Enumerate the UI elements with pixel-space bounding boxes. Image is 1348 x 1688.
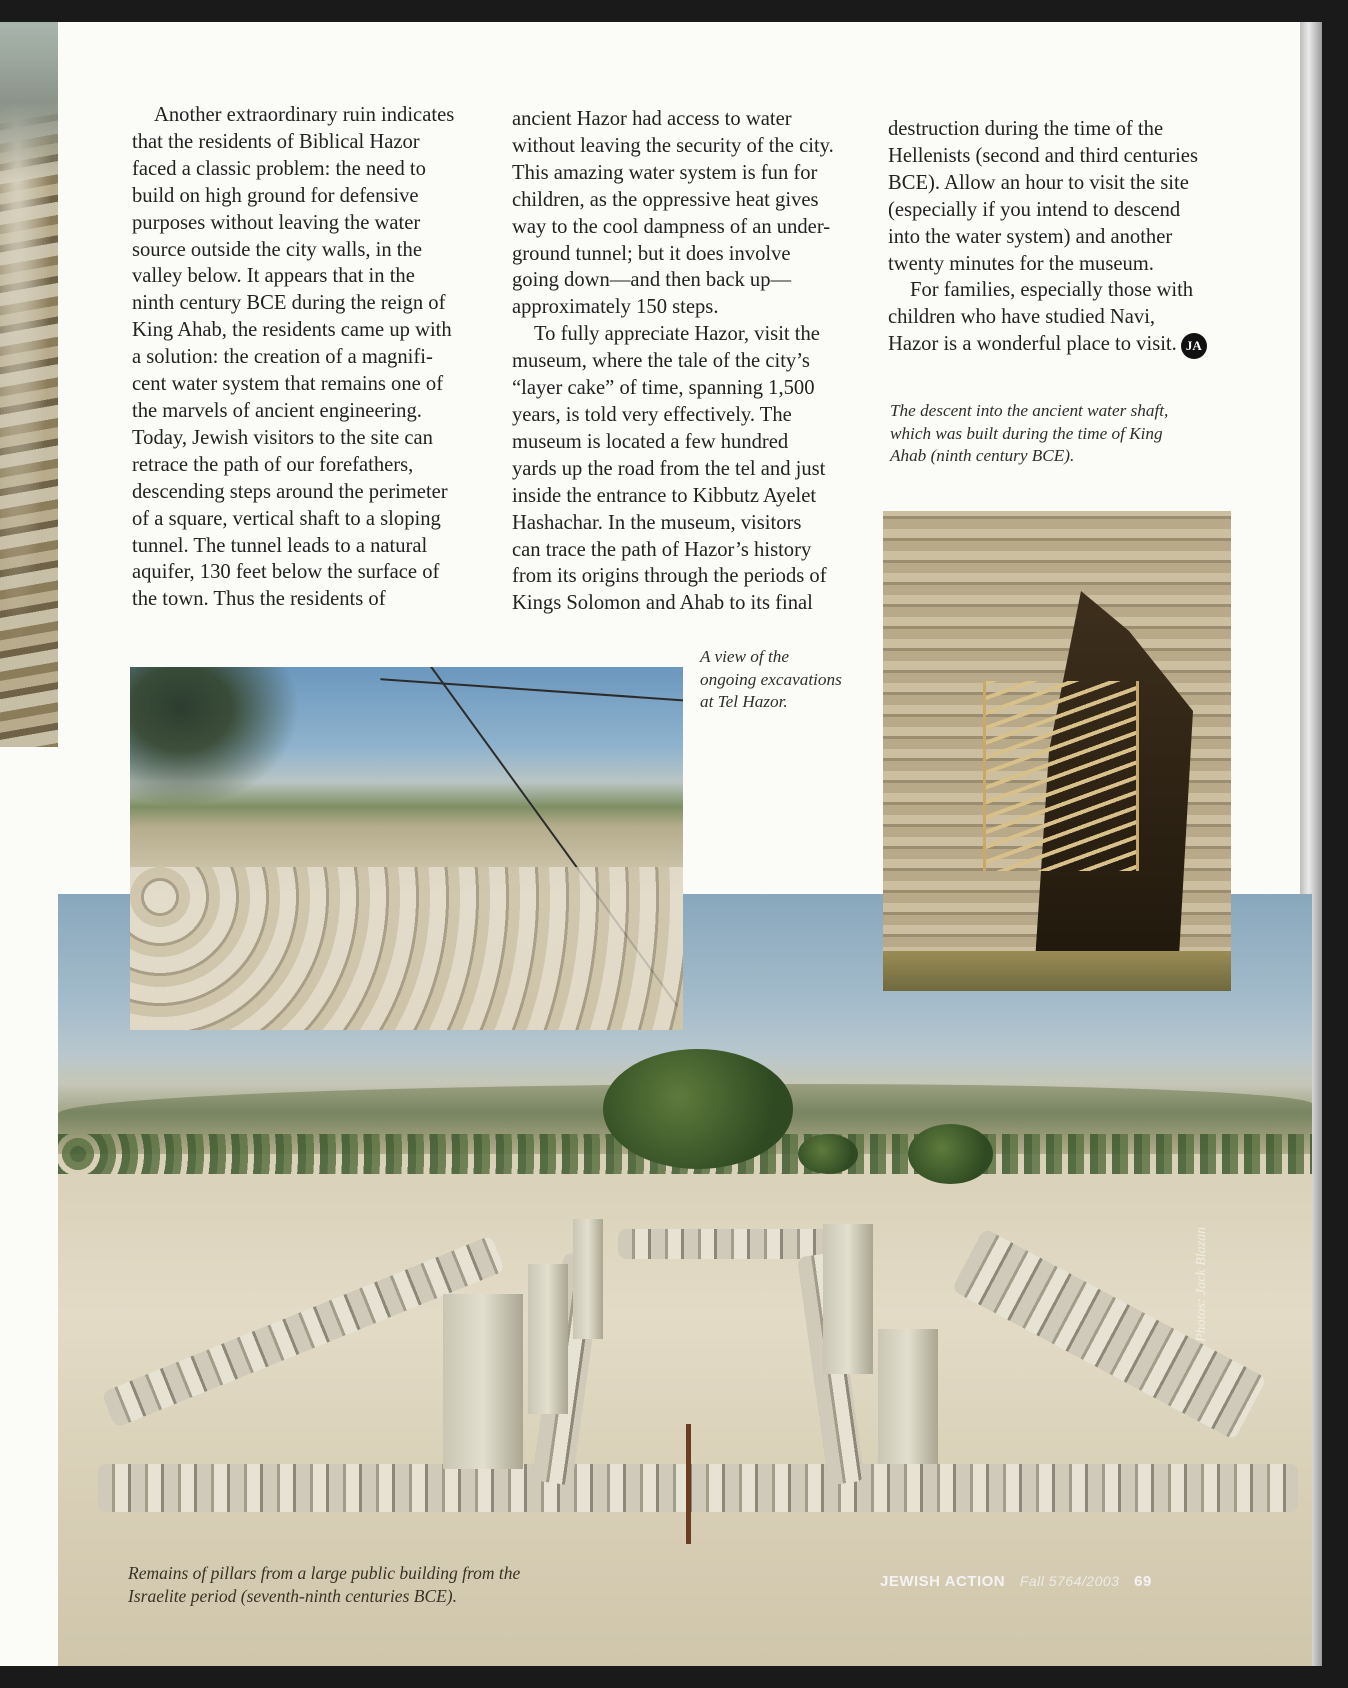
stone-pillar <box>878 1329 938 1464</box>
text-line: inside the entrance to Kibbutz Ayelet <box>512 484 817 507</box>
text-line: build on high ground for defensive <box>132 184 419 207</box>
article-column-3 <box>888 116 1248 359</box>
tree <box>908 1124 993 1184</box>
caption-excavations <box>700 646 880 714</box>
text-line: Hashachar. In the museum, visitors <box>512 511 802 534</box>
caption-water-shaft <box>890 400 1230 468</box>
spiral-stairs <box>983 681 1139 871</box>
caption-line: Ahab (ninth century BCE). <box>890 446 1075 465</box>
stone-pillar <box>823 1224 873 1374</box>
text-line: children, as the oppressive heat gives <box>512 188 819 211</box>
stone-pillar <box>443 1294 523 1469</box>
page-footer <box>880 1573 1152 1590</box>
text-line: ground tunnel; but it does involve <box>512 242 791 265</box>
text-line: BCE). Allow an hour to visit the site <box>888 171 1189 194</box>
caption-pillars <box>128 1562 748 1607</box>
text-line: that the residents of Biblical Hazor <box>132 130 420 153</box>
text-line: without leaving the security of the city. <box>512 134 834 157</box>
marker-pole <box>686 1424 691 1544</box>
text-line: valley below. It appears that in the <box>132 265 415 288</box>
text-line: ancient Hazor had access to water <box>512 108 792 130</box>
text-line: descending steps around the perimeter <box>132 480 448 503</box>
photo-credit: Photos: Jack Blazan <box>1194 1226 1209 1342</box>
article-column-1 <box>132 102 492 613</box>
text-line: museum is located a few hundred <box>512 430 789 453</box>
magazine-page <box>0 22 1322 1666</box>
stone-wall <box>98 1464 1298 1512</box>
text-line: source outside the city walls, in the <box>132 238 422 261</box>
text-line: the marvels of ancient engineering. <box>132 399 422 422</box>
text-line: children who have studied Navi, <box>888 306 1156 329</box>
magazine-name: JEWISH ACTION <box>880 1573 1006 1590</box>
text-line: Hazor is a wonderful place to visit. JA <box>888 331 1248 358</box>
caption-line: Remains of pillars from a large public building from the <box>128 1563 521 1583</box>
caption-line: at Tel Hazor. <box>700 692 788 711</box>
text-line: Another extraordinary ruin indicates <box>154 104 455 126</box>
text-line: years, is told very effectively. The <box>512 403 792 426</box>
text-line: For families, especially those with <box>910 279 1194 302</box>
text-line: Hellenists (second and third centuries <box>888 144 1198 167</box>
text-line: the town. Thus the residents of <box>132 588 386 611</box>
caption-line: Israelite period (seventh-ninth centuries BCE). <box>128 1585 458 1606</box>
text-line: retrace the path of our forefathers, <box>132 453 414 476</box>
text-line: ninth century BCE during the reign of <box>132 292 446 315</box>
text-line: aquifer, 130 feet below the surface of <box>132 561 440 584</box>
text-line: (especially if you intend to descend <box>888 198 1181 221</box>
text-line: cent water system that remains one of <box>132 373 444 396</box>
caption-line: The descent into the ancient water shaft, <box>890 401 1169 420</box>
ja-end-badge-icon: JA <box>1181 333 1207 359</box>
text-line: faced a classic problem: the need to <box>132 157 426 180</box>
tree <box>603 1049 793 1169</box>
text-line: yards up the road from the tel and just <box>512 457 826 480</box>
text-line: Kings Solomon and Ahab to its final <box>512 592 813 615</box>
text-line: destruction during the time of the <box>888 118 1164 140</box>
text-line: Today, Jewish visitors to the site can <box>132 426 433 449</box>
text-line: of a square, vertical shaft to a sloping <box>132 507 441 530</box>
text-line: tunnel. The tunnel leads to a natural <box>132 534 428 557</box>
text-line: twenty minutes for the museum. <box>888 252 1154 275</box>
text-line: can trace the path of Hazor’s history <box>512 538 812 561</box>
text-line: into the water system) and another <box>888 225 1173 248</box>
text-line: This amazing water system is fun for <box>512 161 818 184</box>
stone-pillar <box>573 1219 603 1339</box>
text-line: approximately 150 steps. <box>512 296 719 319</box>
text-line: purposes without leaving the water <box>132 211 421 234</box>
water-shaft-photo <box>883 511 1231 991</box>
text-line: museum, where the tale of the city’s <box>512 350 810 373</box>
text-line: from its origins through the periods of <box>512 565 827 588</box>
caption-line: A view of the <box>700 647 789 666</box>
issue-date: Fall 5764/2003 <box>1019 1573 1120 1589</box>
tree <box>798 1134 858 1174</box>
left-page-photo-sliver <box>0 22 58 747</box>
excavations-photo <box>130 667 683 1030</box>
article-column-2 <box>512 106 867 617</box>
text-line: To fully appreciate Hazor, visit the <box>534 323 820 346</box>
caption-line: ongoing excavations <box>700 669 842 689</box>
text-line: “layer cake” of time, spanning 1,500 <box>512 377 815 400</box>
caption-line: which was built during the time of King <box>890 423 1163 443</box>
text-line: King Ahab, the residents came up with <box>132 319 452 342</box>
text-line: a solution: the creation of a magnifi- <box>132 346 433 369</box>
text-line: going down—and then back up— <box>512 269 792 292</box>
text-line: way to the cool dampness of an under- <box>512 215 831 238</box>
stone-pillar <box>528 1264 568 1414</box>
page-number: 69 <box>1134 1573 1152 1590</box>
